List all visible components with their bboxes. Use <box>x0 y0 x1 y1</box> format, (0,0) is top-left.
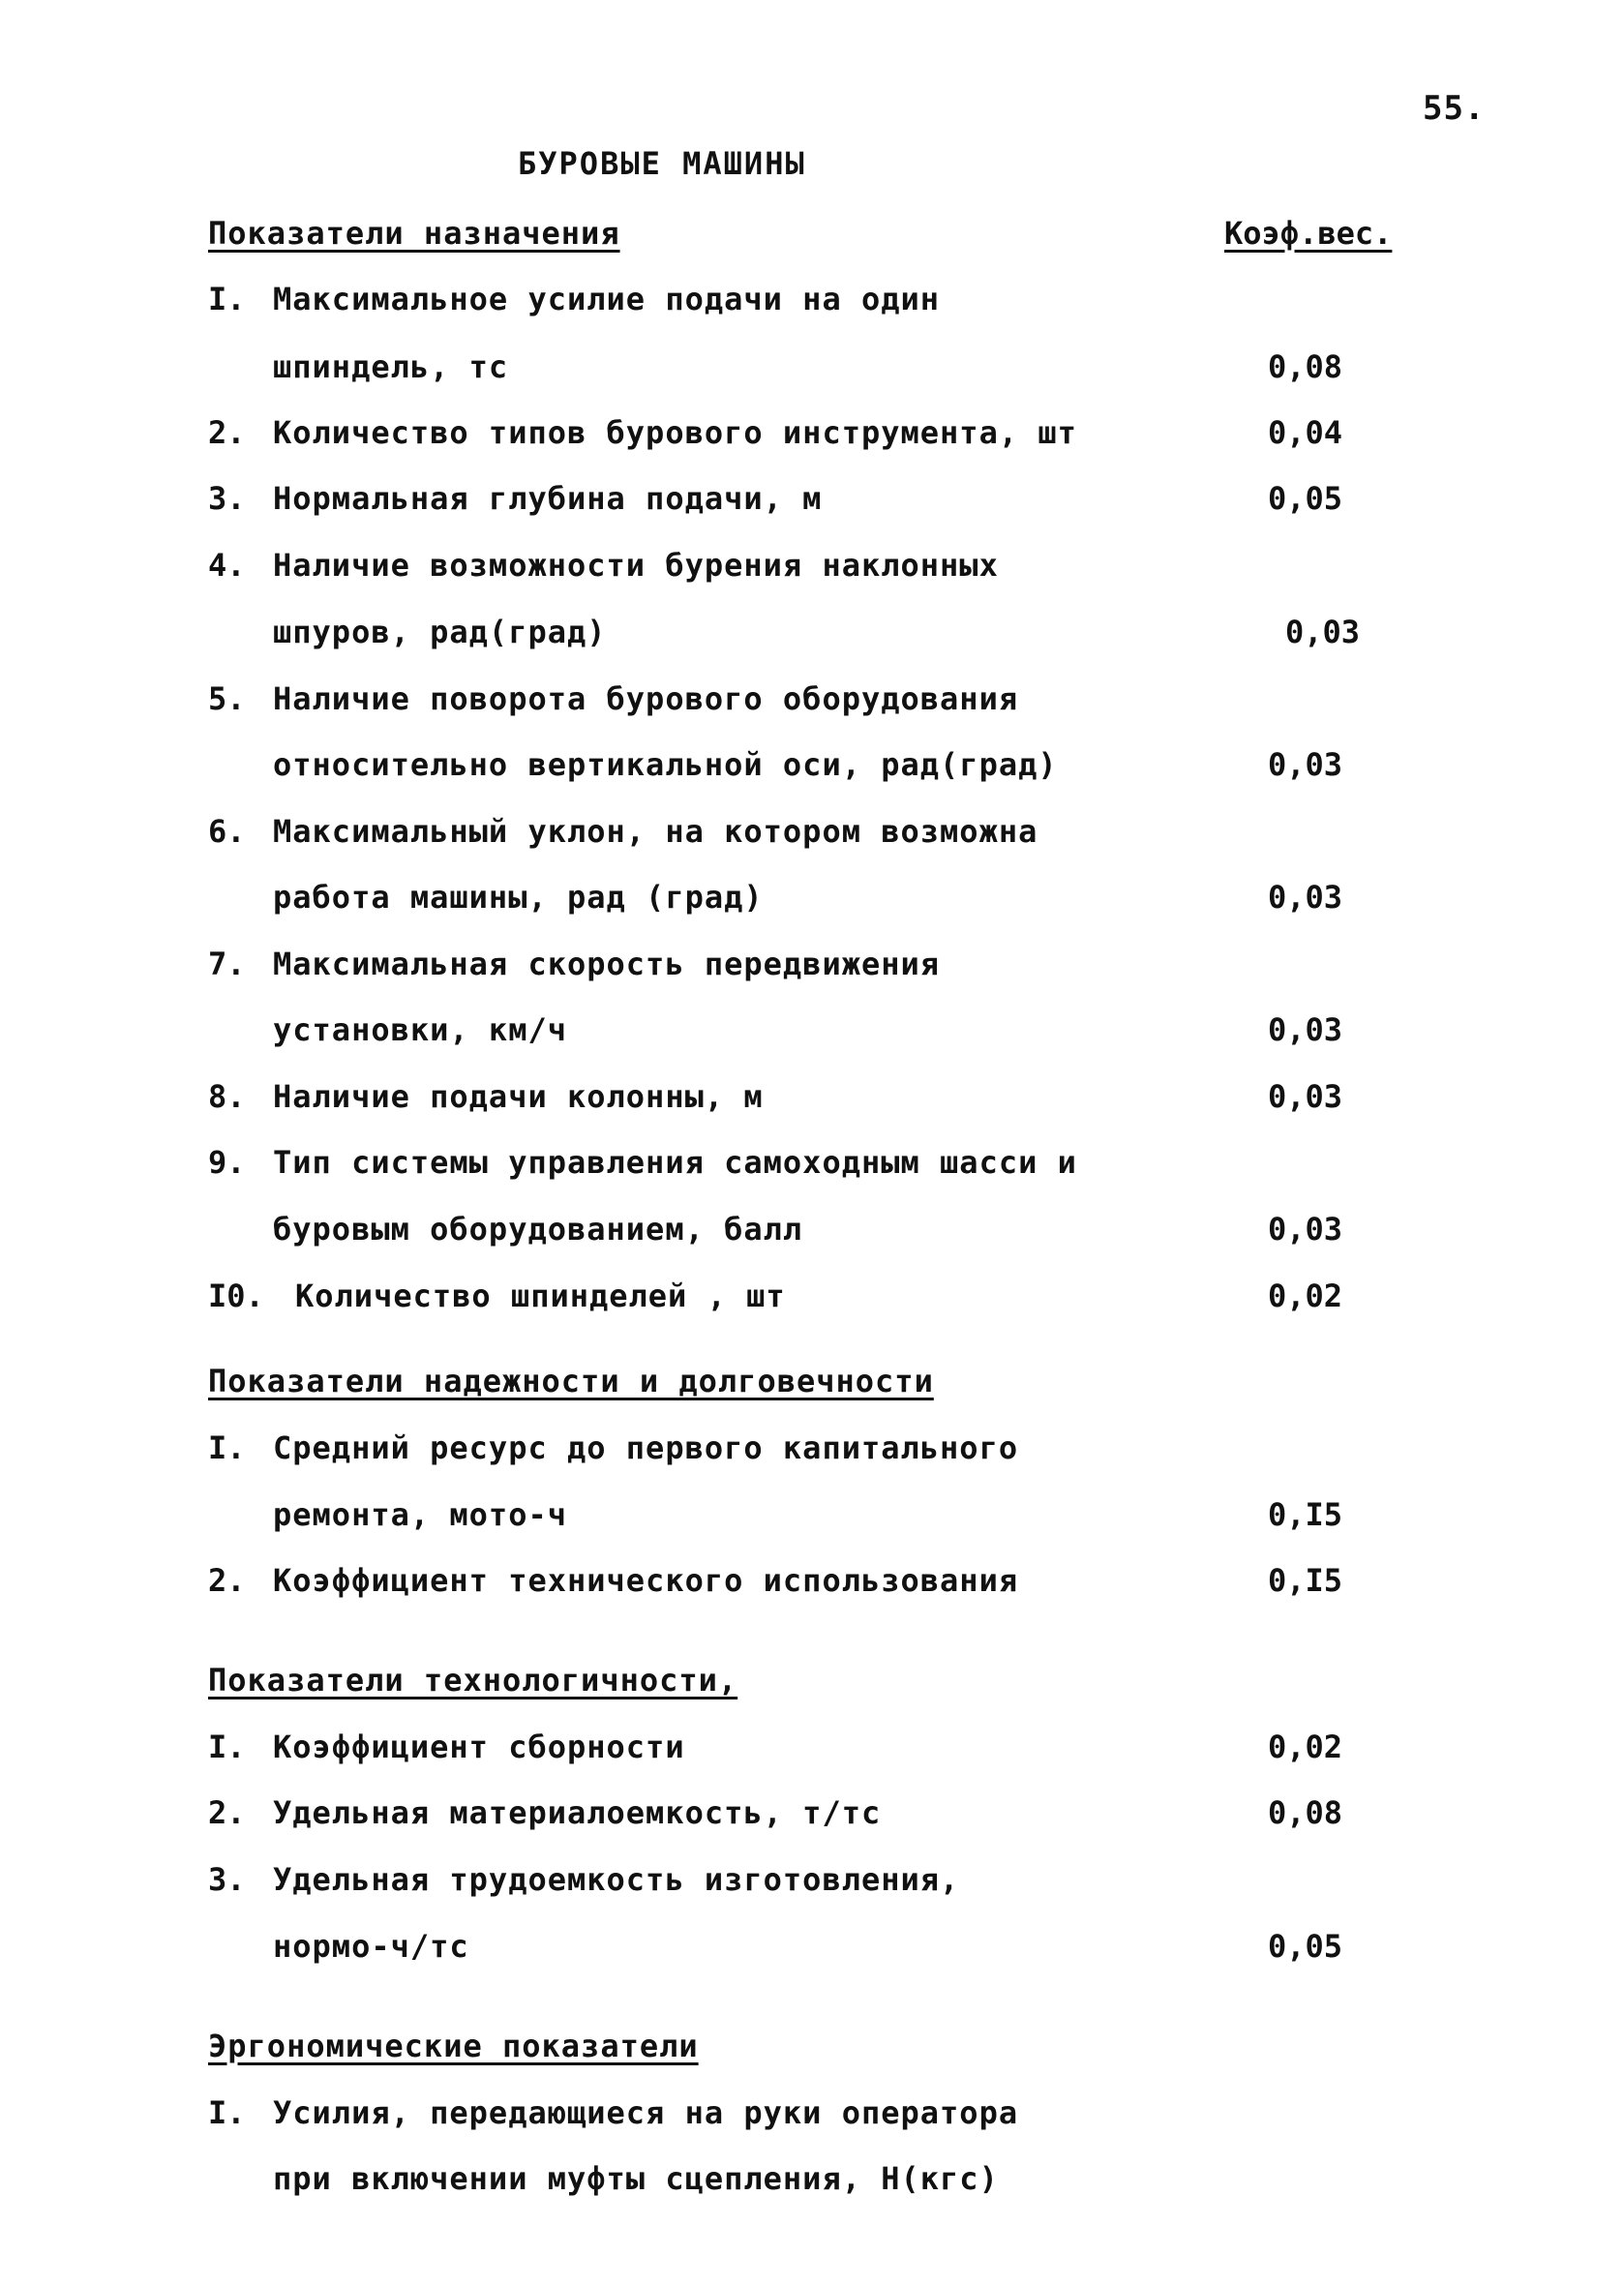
item-number: 2. <box>208 1562 246 1599</box>
item-text: относительно вертикальной оси, рад(град) <box>273 746 1058 783</box>
item-text: работа машины, рад (град) <box>273 879 764 916</box>
item-number: 8. <box>208 1078 246 1115</box>
item-number: 2. <box>208 1794 246 1831</box>
item-text: шпуров, рад(град) <box>273 614 607 650</box>
section-header-purpose: Показатели назначения <box>208 215 620 252</box>
item-text: при включении муфты сцепления, Н(кгс) <box>273 2160 999 2197</box>
item-coefficient: 0,05 <box>1268 1928 1343 1965</box>
item-number: I. <box>208 2094 246 2131</box>
list-item <box>0 1861 1624 1919</box>
section-header-ergonomic: Эргономические показатели <box>208 2028 699 2064</box>
item-text: Количество шпинделей , шт <box>295 1278 786 1314</box>
item-coefficient: 0,03 <box>1268 879 1343 916</box>
item-text: Максимальное усилие подачи на один <box>273 281 941 317</box>
item-number: I. <box>208 1429 246 1466</box>
item-text: Наличие подачи колонны, м <box>273 1078 764 1115</box>
list-item <box>0 1429 1624 1488</box>
item-coefficient: 0,I5 <box>1268 1496 1343 1533</box>
item-text: Усилия, передающиеся на руки оператора <box>273 2094 1019 2131</box>
coefficient-header: Коэф.вес. <box>1224 215 1393 252</box>
item-coefficient: 0,04 <box>1268 414 1343 451</box>
list-item <box>0 2094 1624 2152</box>
item-text: буровым оборудованием, балл <box>273 1211 803 1248</box>
item-text: Удельная трудоемкость изготовления, <box>273 1861 960 1898</box>
item-coefficient: 0,03 <box>1285 614 1361 650</box>
document-title: БУРОВЫЕ МАШИНЫ <box>518 145 806 182</box>
item-text: Наличие возможности бурения наклонных <box>273 547 999 584</box>
item-number: 4. <box>208 547 246 584</box>
item-text: Коэффициент технического использования <box>273 1562 1019 1599</box>
list-item-continuation <box>0 879 1624 937</box>
item-number: 3. <box>208 480 246 517</box>
list-item-continuation <box>0 1496 1624 1554</box>
list-item <box>0 480 1624 538</box>
item-text: Нормальная глубина подачи, м <box>273 480 823 517</box>
list-item <box>0 281 1624 339</box>
item-coefficient: 0,08 <box>1268 1794 1343 1831</box>
list-item-continuation <box>0 614 1624 672</box>
item-coefficient: 0,03 <box>1268 1211 1343 1248</box>
item-number: 3. <box>208 1861 246 1898</box>
item-number: I0. <box>208 1278 264 1314</box>
list-item <box>0 813 1624 871</box>
section-header-reliability: Показатели надежности и долговечности <box>208 1363 934 1399</box>
list-item <box>0 1794 1624 1852</box>
list-item <box>0 946 1624 1004</box>
item-text: Тип системы управления самоходным шасси и <box>273 1144 1077 1181</box>
item-coefficient: 0,03 <box>1268 1011 1343 1048</box>
list-item <box>0 1729 1624 1787</box>
list-item-continuation <box>0 2160 1624 2218</box>
item-text: Удельная материалоемкость, т/тс <box>273 1794 882 1831</box>
list-item-continuation <box>0 1011 1624 1069</box>
item-number: 7. <box>208 946 246 982</box>
item-coefficient: 0,02 <box>1268 1729 1343 1765</box>
list-item <box>0 547 1624 605</box>
list-item <box>0 1562 1624 1620</box>
list-item <box>0 1278 1624 1336</box>
list-item <box>0 1078 1624 1136</box>
list-item <box>0 414 1624 472</box>
item-coefficient: 0,I5 <box>1268 1562 1343 1599</box>
item-text: Максимальный уклон, на котором возможна <box>273 813 1038 850</box>
list-item <box>0 680 1624 738</box>
item-coefficient: 0,03 <box>1268 746 1343 783</box>
list-item-continuation <box>0 348 1624 406</box>
list-item <box>0 1144 1624 1202</box>
item-number: I. <box>208 281 246 317</box>
item-number: 2. <box>208 414 246 451</box>
item-text: Максимальная скорость передвижения <box>273 946 941 982</box>
item-text: Количество типов бурового инструмента, шт <box>273 414 1077 451</box>
item-coefficient: 0,05 <box>1268 480 1343 517</box>
item-text: шпиндель, тс <box>273 348 509 385</box>
list-item-continuation <box>0 1928 1624 1986</box>
item-text: ремонта, мото-ч <box>273 1496 567 1533</box>
item-text: Коэффициент сборности <box>273 1729 685 1765</box>
item-coefficient: 0,02 <box>1268 1278 1343 1314</box>
list-item-continuation <box>0 1211 1624 1269</box>
item-coefficient: 0,03 <box>1268 1078 1343 1115</box>
item-number: 6. <box>208 813 246 850</box>
item-text: нормо-ч/тс <box>273 1928 469 1965</box>
item-coefficient: 0,08 <box>1268 348 1343 385</box>
item-text: Наличие поворота бурового оборудования <box>273 680 1019 717</box>
item-number: 5. <box>208 680 246 717</box>
item-number: 9. <box>208 1144 246 1181</box>
section-header-manufacturability: Показатели технологичности, <box>208 1662 738 1699</box>
page-number: 55. <box>1423 89 1486 128</box>
list-item-continuation <box>0 746 1624 804</box>
item-text: Средний ресурс до первого капитального <box>273 1429 1019 1466</box>
item-text: установки, км/ч <box>273 1011 567 1048</box>
item-number: I. <box>208 1729 246 1765</box>
